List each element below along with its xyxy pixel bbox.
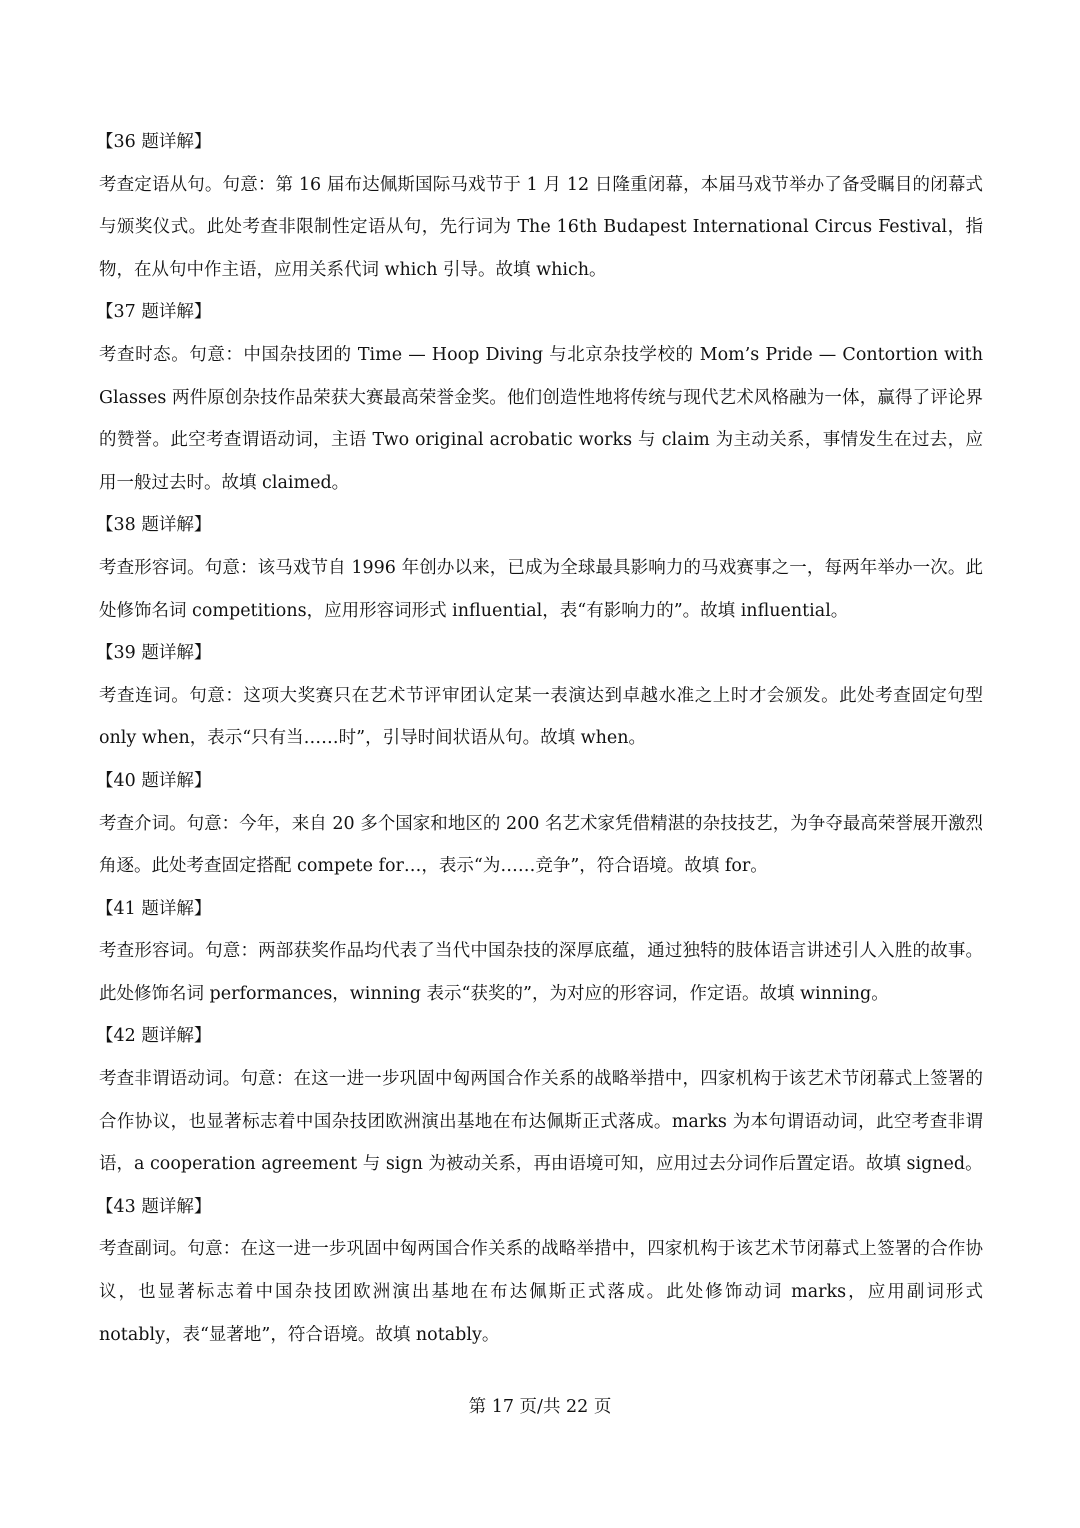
section-heading: 【36 题详解】 — [96, 132, 212, 152]
section-text: 考查时态。句意：中国杂技团的 Time — Hoop Diving 与北京杂技学校的 Mom’s Pride — Contortion with Glasses 两件原创杂技作品荣获大赛最高荣誉金奖。他们创造性地将传统与现代艺术风格融为一体，赢得了评论界的赞誉。此空考查谓语动词，主语 Two original acrobatic works 与 claim 为主动关系，事情发生在过去，应用一般过去时。故填 claimed。 — [99, 344, 983, 493]
section-heading: 【38 题详解】 — [96, 515, 212, 536]
section-text: 考查形容词。句意：两部获奖作品均代表了当代中国杂技的深厚底蕴，通过独特的肢体语言讲述引人入胜的故事。此处修饰名词 performances，winning 表示“获奖的”，为对应的形容词，作定语。故填 winning。 — [99, 941, 983, 1004]
answer-explanations — [96, 121, 983, 1356]
section-39 — [96, 632, 983, 760]
section-40 — [96, 760, 983, 888]
section-text: 考查非谓语动词。句意：在这一进一步巩固中匈两国合作关系的战略举措中，四家机构于该艺术节闭幕式上签署的合作协议，也显著标志着中国杂技团欧洲演出基地在布达佩斯正式落成。marks 为本句谓语动词，此空考查非谓语，a cooperation agreement 与 sign 为被动关系，再由语境可知，应用过去分词作后置定语。故填 signed。 — [99, 1069, 983, 1175]
section-heading: 【42 题详解】 — [96, 1026, 212, 1047]
section-heading: 【37 题详解】 — [96, 302, 212, 323]
section-38 — [96, 504, 983, 632]
section-text: 考查形容词。句意：该马戏节自 1996 年创办以来，已成为全球最具影响力的马戏赛事之一，每两年举办一次。此处修饰名词 competitions，应用形容词形式 influential，表“有影响力的”。故填 influential。 — [99, 557, 983, 621]
page-number: 第 17 页/共 22 页 — [468, 1397, 612, 1417]
section-42 — [96, 1015, 983, 1185]
section-text: 考查副词。句意：在这一进一步巩固中匈两国合作关系的战略举措中，四家机构于该艺术节闭幕式上签署的合作协议，也显著标志着中国杂技团欧洲演出基地在布达佩斯正式落成。此处修饰动词 marks，应用副词形式 notably，表“显著地”，符合语境。故填 notably。 — [99, 1239, 983, 1345]
section-36 — [96, 121, 983, 291]
section-41 — [96, 888, 983, 1016]
section-37 — [96, 291, 983, 504]
section-heading: 【43 题详解】 — [96, 1196, 212, 1217]
section-text: 考查介词。句意：今年，来自 20 多个国家和地区的 200 名艺术家凭借精湛的杂技技艺，为争夺最高荣誉展开激烈角逐。此处考查固定搭配 compete for…，表示“为……竞争”，符合语境。故填 for。 — [99, 813, 983, 877]
section-heading: 【40 题详解】 — [96, 770, 212, 791]
section-text: 考查定语从句。句意：第 16 届布达佩斯国际马戏节于 1 月 12 日隆重闭幕，本届马戏节举办了备受瞩目的闭幕式与颁奖仪式。此处考查非限制性定语从句，先行词为 The 16th Budapest International Circus Festival，指物，在从句中作主语，应用关系代词 which 引导。故填 which。 — [99, 174, 983, 280]
section-text: 考查连词。句意：这项大奖赛只在艺术节评审团认定某一表演达到卓越水准之上时才会颁发。此处考查固定句型 only when，表示“只有当……时”，引导时间状语从句。故填 when。 — [99, 685, 983, 749]
section-heading: 【39 题详解】 — [96, 643, 212, 664]
section-43 — [96, 1186, 983, 1356]
section-heading: 【41 题详解】 — [96, 898, 212, 919]
